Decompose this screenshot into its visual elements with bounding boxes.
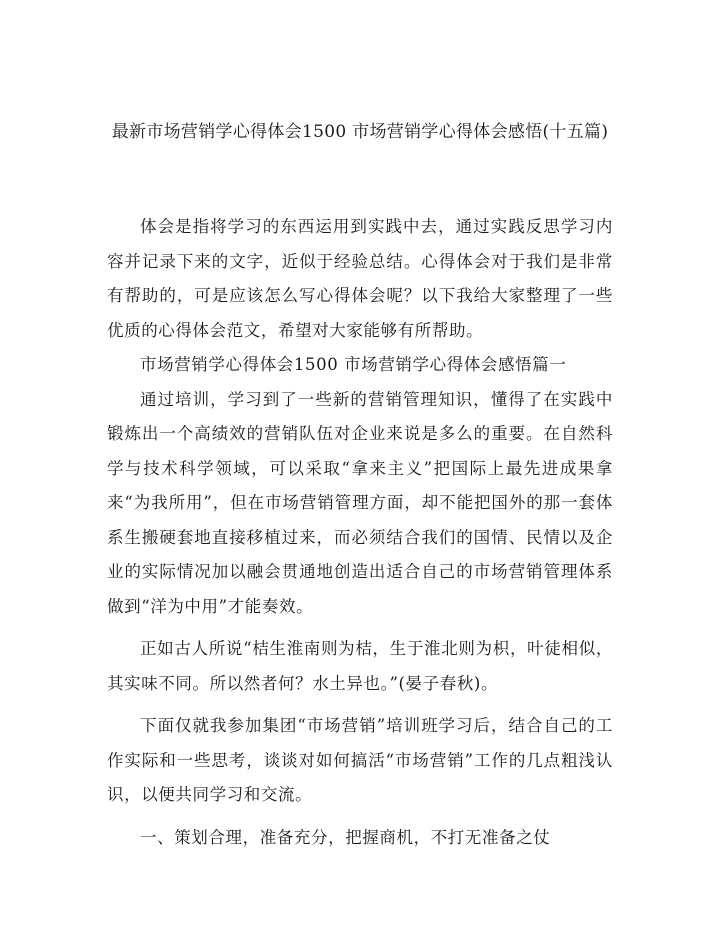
paragraph-training: 通过培训，学习到了一些新的营销管理知识，懂得了在实践中锻炼出一个高绩效的营销队伍对企业来说是多么的重要。在自然科学与技术科学领域，可以采取“拿来主义”把国际上最先进成果拿来“为我所用”，但在市场营销管理方面，却不能把国外的那一套体系生搬硬套地直接移植过来，而必须结合我们的国情、民情以及企业的实际情况加以融会贯通地创造出适合自己的市场营销管理体系做到“洋为中用”才能奏效。 <box>107 389 613 616</box>
subheading-1: 一、策划合理，准备充分，把握商机，不打无准备之仗 <box>140 827 551 847</box>
paragraph-quote: 正如古人所说“桔生淮南则为桔，生于淮北则为枳，叶徒相似，其实味不同。所以然者何？水土异也。”(晏子春秋)。 <box>107 639 613 693</box>
paragraph-intro: 体会是指将学习的东西运用到实践中去，通过实践反思学习内容并记录下来的文字，近似于经验总结。心得体会对于我们是非常有帮助的，可是应该怎么写心得体会呢？以下我给大家整理了一些优质的心得体会范文，希望对大家能够有所帮助。 <box>107 217 613 340</box>
paragraph-reflection: 下面仅就我参加集团“市场营销”培训班学习后，结合自己的工作实际和一些思考，谈谈对如何搞活“市场营销”工作的几点粗浅认识，以便共同学习和交流。 <box>107 716 613 804</box>
section-heading-1: 市场营销学心得体会1500 市场营销学心得体会感悟篇一 <box>140 355 567 374</box>
document-title: 最新市场营销学心得体会1500 市场营销学心得体会感悟(十五篇) <box>111 122 609 142</box>
document-body <box>107 210 613 855</box>
